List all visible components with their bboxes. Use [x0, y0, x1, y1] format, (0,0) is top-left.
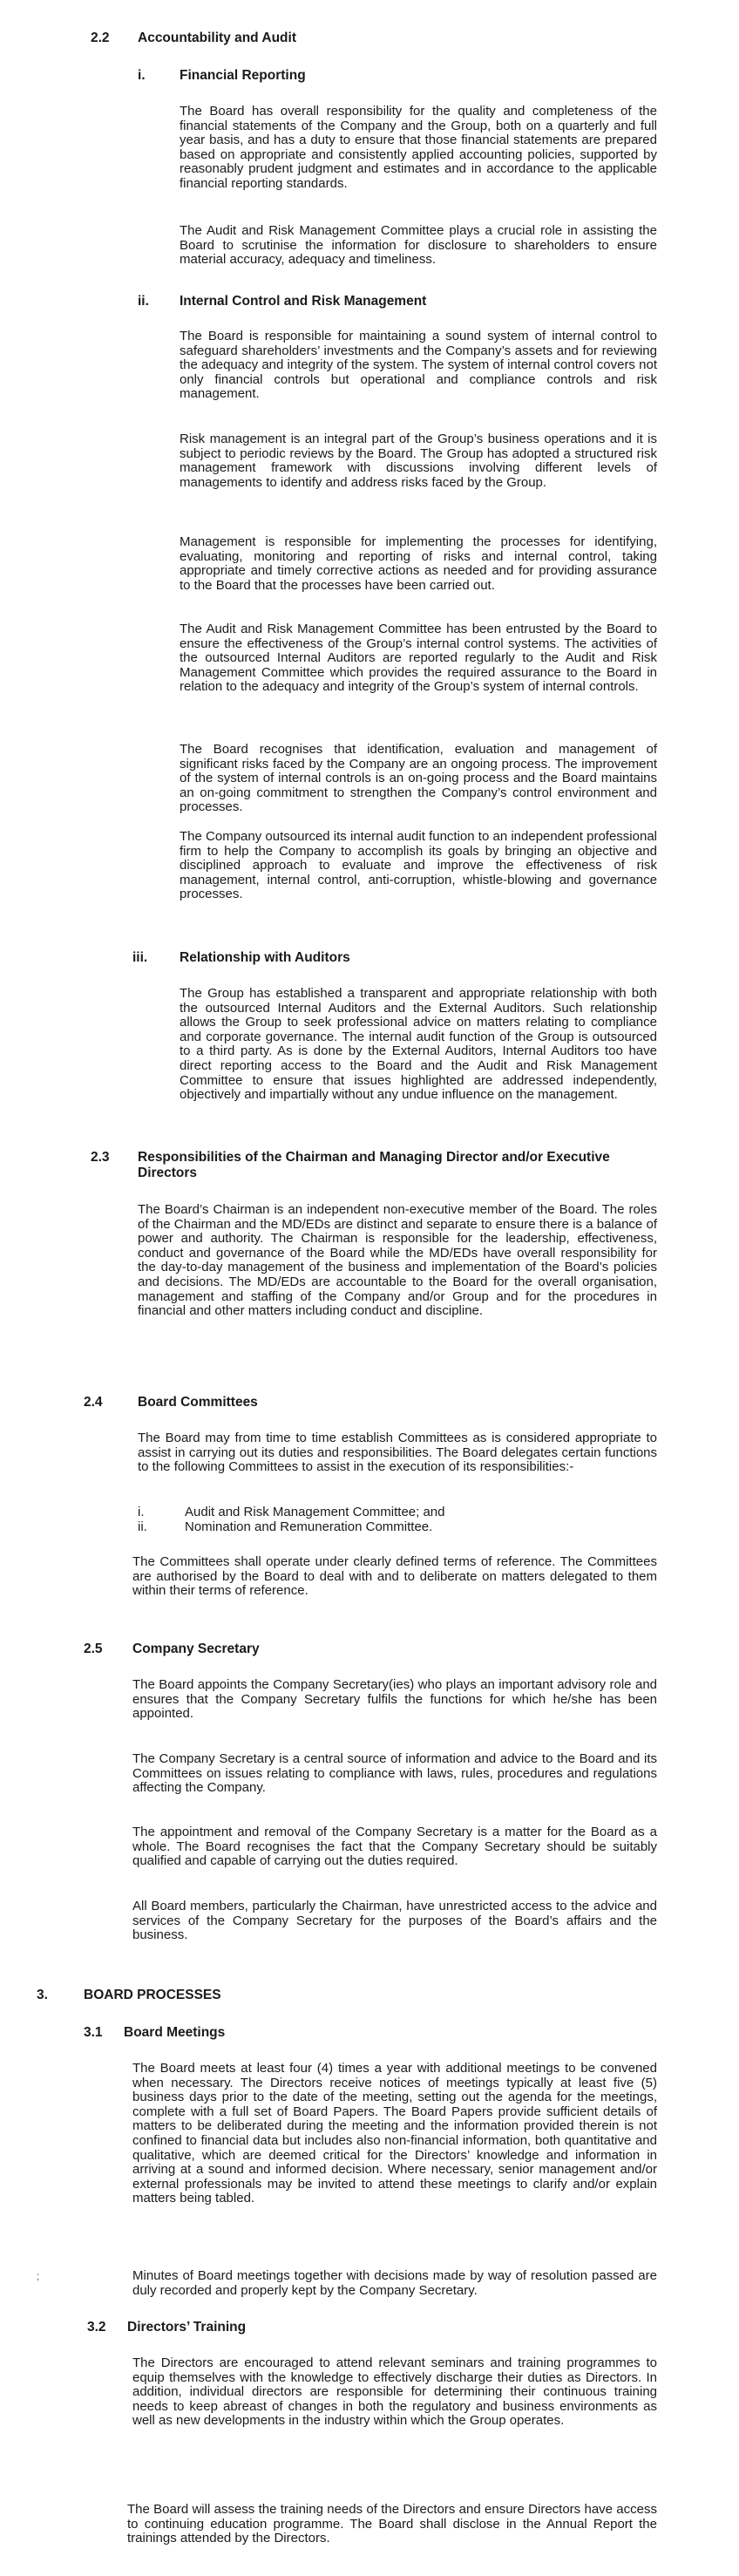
company-secretary-paragraph-1: The Board appoints the Company Secretary(ies) who plays an important advisory role and ensures that the Company Secretary fulfils the functions for which he/she has been appointed.	[132, 1677, 657, 1722]
margin-mark: ;	[37, 2270, 40, 2282]
section-3-title: BOARD PROCESSES	[84, 1988, 221, 2002]
section-3-1-number: 3.1	[84, 2025, 103, 2040]
subsection-iii-title: Relationship with Auditors	[180, 950, 350, 965]
committee-list-number-2: ii.	[138, 1519, 147, 1534]
section-3-2-number: 3.2	[87, 2320, 106, 2335]
board-committees-paragraph-2: The Committees shall operate under clearly defined terms of reference. The Committees are authorised by the Board to deal with and to deliberate on matters delegated to them within their terms of reference.	[132, 1554, 657, 1599]
company-secretary-paragraph-2: The Company Secretary is a central source of information and advice to the Board and its Committees on issues relating to compliance with laws, rules, procedures and regulations affecting the Company.	[132, 1751, 657, 1796]
section-2-3-title: Responsibilities of the Chairman and Managing Director and/or Executive Directors	[138, 1150, 610, 1180]
company-secretary-paragraph-4: All Board members, particularly the Chairman, have unrestricted access to the advice and services of the Company Secretary for the purposes of the Board’s affairs and the business.	[132, 1899, 657, 1943]
relationship-auditors-paragraph: The Group has established a transparent and appropriate relationship with both the outsourced Internal Auditors and the External Auditors. Such relationship allows the Group to seek professional advice on matters relating to compliance and corporate governance. The internal audit function of the Group is outsourced to a third party. As is done by the External Auditors, Internal Auditors too have direct reporting access to the Board and the Audit and Risk Management Committee to ensure that issues highlighted are addressed independently, objectively and impartially without any undue influence on the management.	[180, 986, 657, 1103]
internal-control-paragraph-4: The Audit and Risk Management Committee has been entrusted by the Board to ensure the effectiveness of the Group’s internal control systems. The activities of the outsourced Internal Auditors are reported regularly to the Audit and Risk Management Committee which provides the required assurance to the Board in relation to the adequacy and integrity of the Group’s system of internal controls.	[180, 622, 657, 695]
company-secretary-paragraph-3: The appointment and removal of the Company Secretary is a matter for the Board as a whole. The Board recognises the fact that the Company Secretary should be suitably qualified and capable of carrying out the duties required.	[132, 1825, 657, 1869]
board-meetings-paragraph-2: Minutes of Board meetings together with decisions made by way of resolution passed are duly recorded and properly kept by the Company Secretary.	[132, 2268, 657, 2298]
section-2-5-title: Company Secretary	[132, 1641, 260, 1656]
internal-control-paragraph-5: The Board recognises that identification, evaluation and management of significant risks faced by the Company are an ongoing process. The improvement of the system of internal controls is an on-going process and the Board maintains an on-going commitment to strengthen the Company’s control environment and processes.	[180, 742, 657, 815]
committee-list-item-2: Nomination and Remuneration Committee.	[185, 1519, 433, 1534]
financial-reporting-paragraph-2: The Audit and Risk Management Committee plays a crucial role in assisting the Board to scrutinise the information for disclosure to shareholders to ensure material accuracy, adequacy and timeliness.	[180, 223, 657, 268]
section-2-4-number: 2.4	[84, 1395, 103, 1410]
internal-control-paragraph-1: The Board is responsible for maintaining a sound system of internal control to safeguard shareholders’ investments and the Company’s assets and for reviewing the adequacy and integrity of the system. The system of internal control covers not only financial controls but operational and compliance controls and risk management.	[180, 329, 657, 402]
subsection-iii-number: iii.	[132, 950, 148, 965]
subsection-i-title: Financial Reporting	[180, 68, 306, 83]
internal-control-paragraph-6: The Company outsourced its internal audit function to an independent professional firm to help the Company to accomplish its goals by bringing an objective and disciplined approach to evaluate and improve the effectiveness of risk management, internal control, anti-corruption, whistle-blowing and governance processes.	[180, 829, 657, 902]
section-3-1-title: Board Meetings	[124, 2025, 226, 2040]
board-meetings-paragraph-1: The Board meets at least four (4) times a year with additional meetings to be convened when necessary. The Directors receive notices of meetings typically at least five (5) business days prior to the date of the meeting, setting out the agenda for the meetings, complete with a full set of Board Papers. The Board Papers provide sufficient details of matters to be deliberated during the meeting and the information provided therein is not confined to financial data but includes also non-financial information, both quantitative and qualitative, which are deemed critical for the Directors’ knowledge and information in arriving at a sound and informed decision. Where necessary, senior management and/or external professionals may be invited to attend these meetings to clarify and/or explain matters being tabled.	[132, 2061, 657, 2206]
chairman-responsibilities-paragraph: The Board’s Chairman is an independent non-executive member of the Board. The roles of the Chairman and the MD/EDs are distinct and separate to ensure there is a balance of power and authority. The Chairman is responsible for the leadership, effectiveness, conduct and governance of the Board while the MD/EDs have overall responsibility for the day-to-day management of the business and implementation of the Board’s policies and decisions. The MD/EDs are accountable to the Board for the overall organisation, management and staffing of the Company and/or Group and for the procedures in financial and other matters including conduct and discipline.	[138, 1202, 657, 1319]
board-committees-paragraph-1: The Board may from time to time establish Committees as is considered appropriate to assist in carrying out its duties and responsibilities. The Board delegates certain functions to the following Committees to assist in the execution of its responsibilities:-	[138, 1431, 657, 1475]
section-3-number: 3.	[37, 1988, 48, 2002]
internal-control-paragraph-3: Management is responsible for implementing the processes for identifying, evaluating, monitoring and reporting of risks and internal control, taking appropriate and timely corrective actions as needed and for providing assurance to the Board that the processes have been carried out.	[180, 534, 657, 593]
section-2-2-title: Accountability and Audit	[138, 31, 296, 45]
internal-control-paragraph-2: Risk management is an integral part of the Group’s business operations and it is subject to periodic reviews by the Board. The Group has adopted a structured risk management framework with discussions involving different levels of managements to identify and address risks faced by the Group.	[180, 432, 657, 490]
directors-training-paragraph-1: The Directors are encouraged to attend relevant seminars and training programmes to equip themselves with the knowledge to effectively discharge their duties as Directors. In addition, individual directors are responsible for determining their continuous training needs to keep abreast of changes in both the regulatory and business environments as well as new developments in the industry within which the Group operates.	[132, 2355, 657, 2429]
section-2-5-number: 2.5	[84, 1641, 103, 1656]
financial-reporting-paragraph-1: The Board has overall responsibility for the quality and completeness of the financial statements of the Company and the Group, both on a quarterly and full year basis, and has a duty to ensure that those financial statements are prepared based on appropriate and consistently applied accounting policies, supported by reasonably prudent judgment and estimates and in accordance to the applicable financial reporting standards.	[180, 104, 657, 191]
section-3-2-title: Directors’ Training	[127, 2320, 247, 2335]
committee-list-number-1: i.	[138, 1505, 145, 1519]
directors-training-paragraph-2: The Board will assess the training needs of the Directors and ensure Directors have access to continuing education programme. The Board shall disclose in the Annual Report the trainings attended by the Directors.	[127, 2502, 657, 2546]
section-2-4-title: Board Committees	[138, 1395, 258, 1410]
subsection-ii-number: ii.	[138, 294, 149, 309]
committee-list-item-1: Audit and Risk Management Committee; and	[185, 1505, 445, 1519]
section-2-3-number: 2.3	[91, 1150, 110, 1165]
subsection-ii-title: Internal Control and Risk Management	[180, 294, 427, 309]
subsection-i-number: i.	[138, 68, 146, 83]
section-2-2-number: 2.2	[91, 31, 110, 45]
